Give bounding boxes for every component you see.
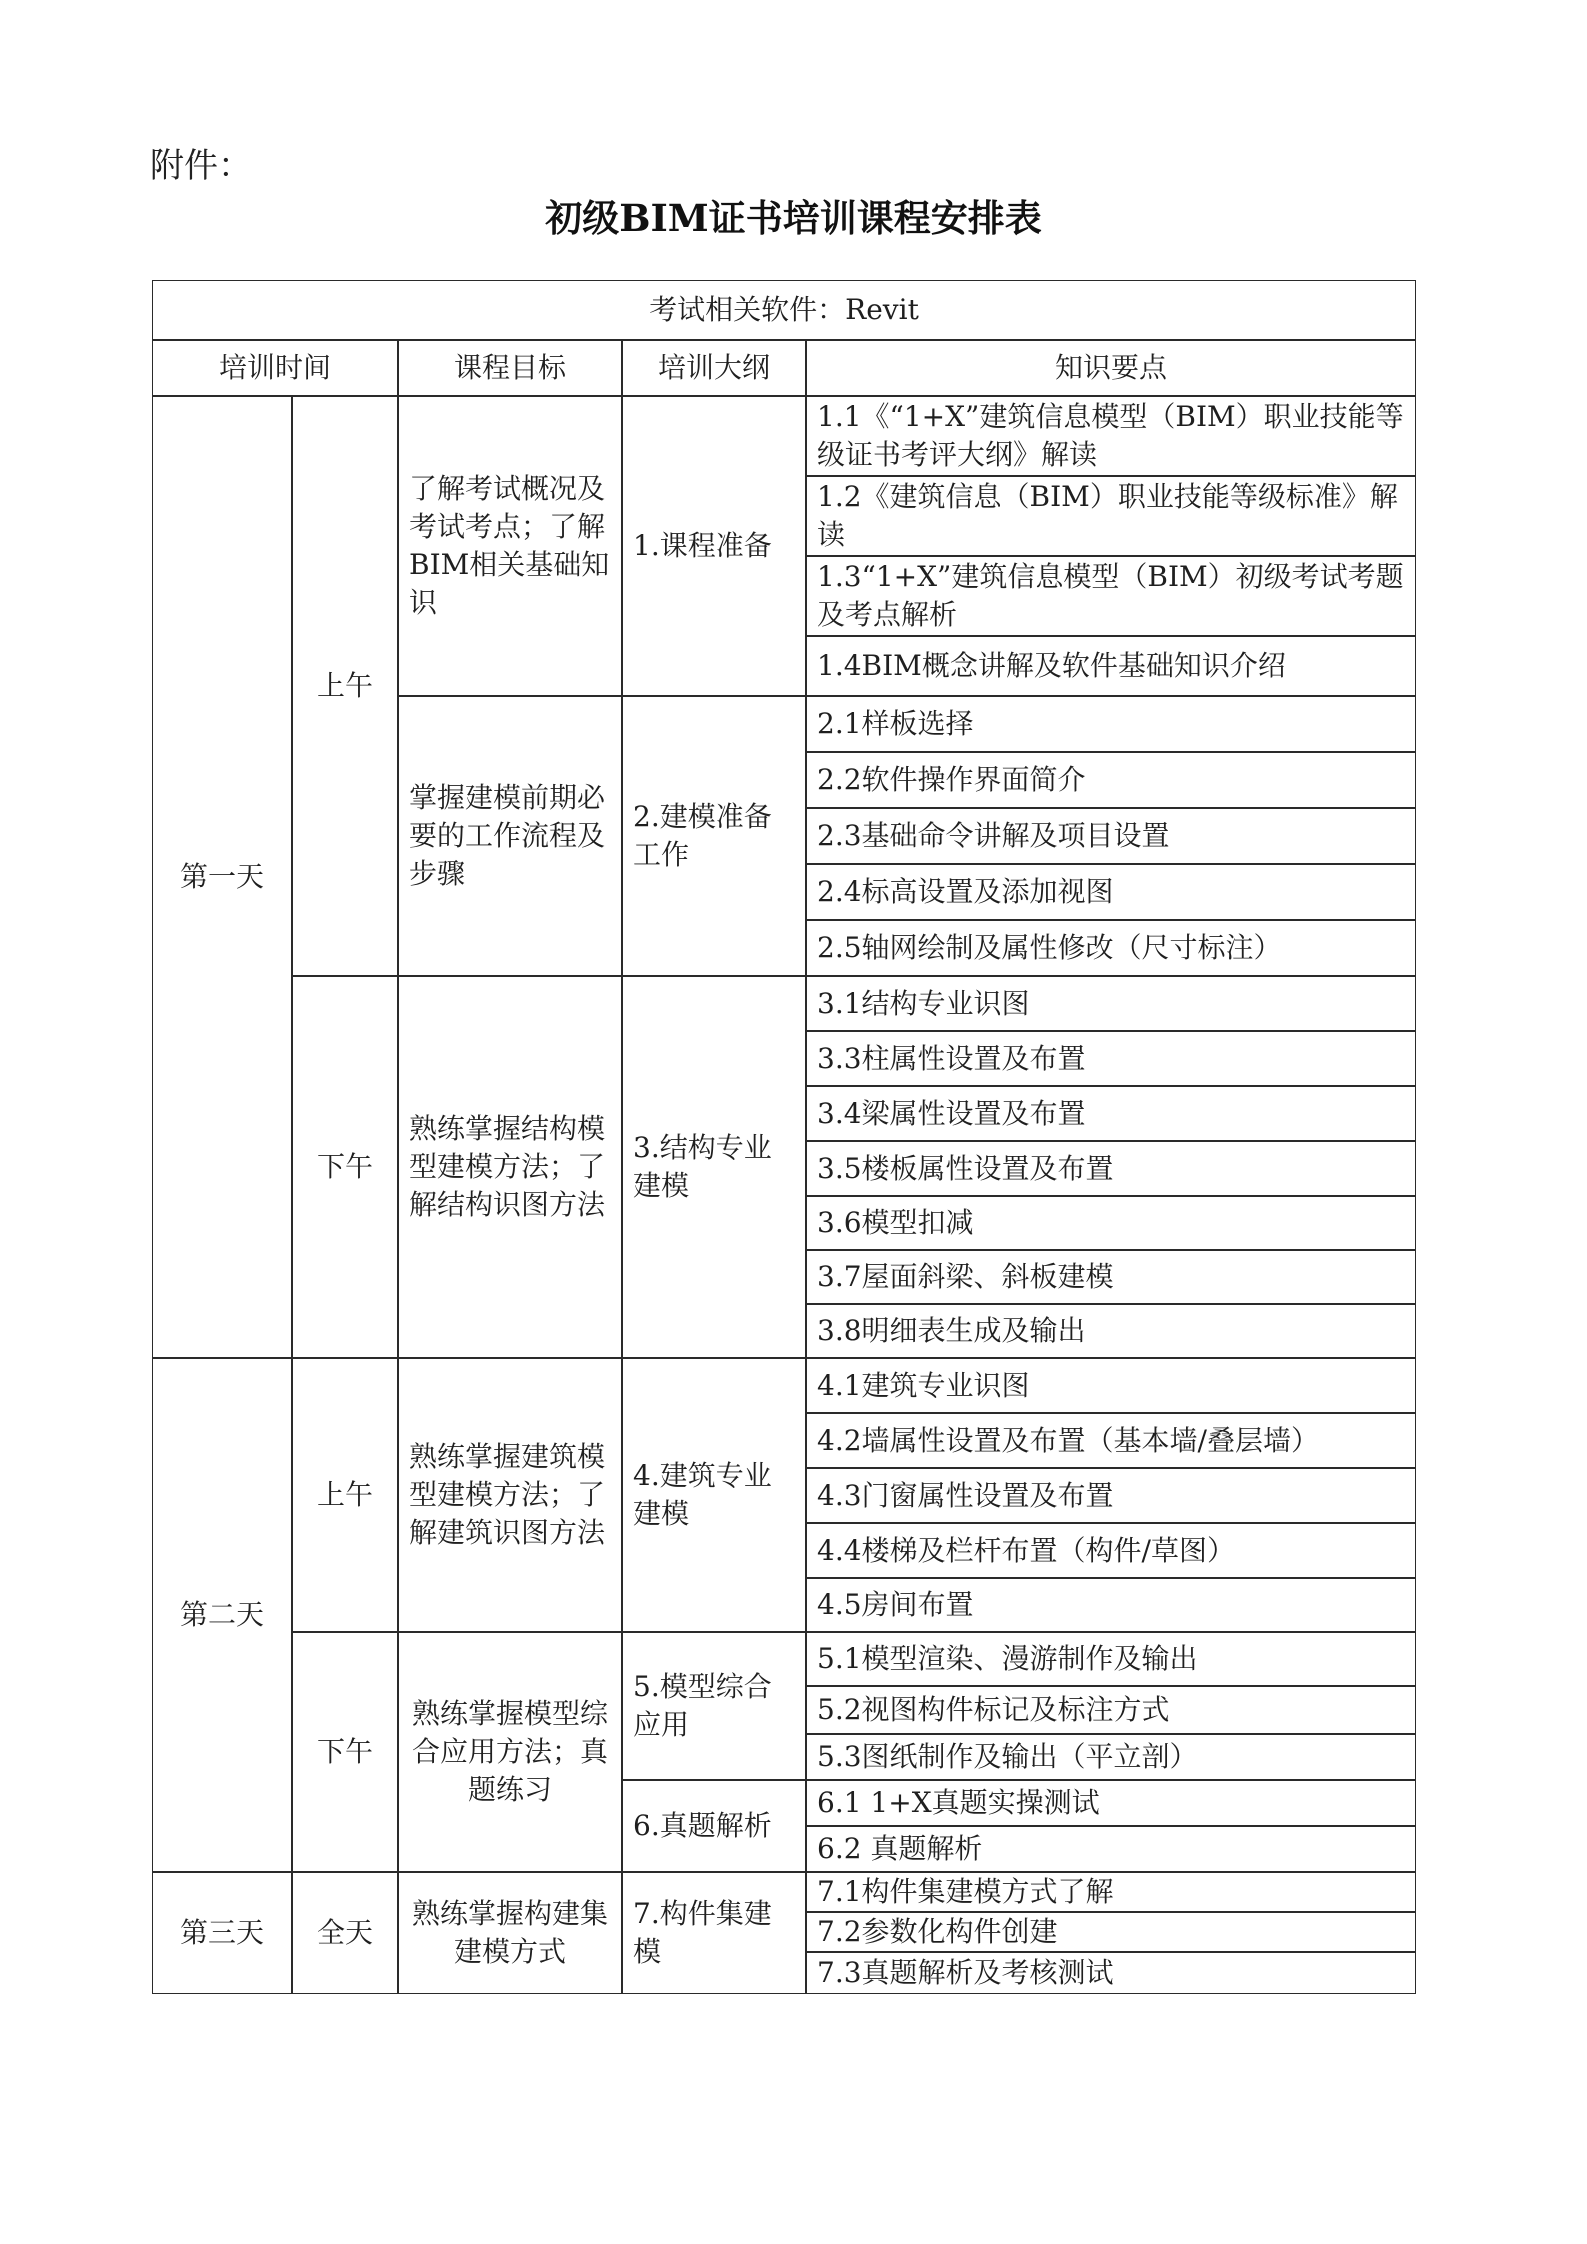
point-cell: 1.1《“1+X”建筑信息模型（BIM）职业技能等级证书考评大纲》解读 [806, 396, 1416, 476]
goal-cell: 了解考试概况及考试考点；了解BIM相关基础知识 [398, 396, 622, 696]
outline-cell: 3.结构专业建模 [622, 976, 806, 1358]
goal-cell: 掌握建模前期必要的工作流程及步骤 [398, 696, 622, 976]
period-cell: 下午 [292, 976, 398, 1358]
header-points: 知识要点 [806, 340, 1416, 396]
period-cell: 上午 [292, 396, 398, 976]
point-cell: 3.3柱属性设置及布置 [806, 1031, 1416, 1086]
outline-cell: 7.构件集建模 [622, 1872, 806, 1994]
outline-cell: 6.真题解析 [622, 1780, 806, 1872]
goal-cell: 熟练掌握模型综合应用方法；真题练习 [398, 1632, 622, 1872]
goal-cell: 熟练掌握构建集建模方式 [398, 1872, 622, 1994]
header-goal: 课程目标 [398, 340, 622, 396]
software-row: 考试相关软件：Revit [152, 280, 1416, 340]
day-cell: 第三天 [152, 1872, 292, 1994]
period-cell: 全天 [292, 1872, 398, 1994]
outline-cell: 1.课程准备 [622, 396, 806, 696]
header-time: 培训时间 [152, 340, 398, 396]
point-cell: 2.5轴网绘制及属性修改（尺寸标注） [806, 920, 1416, 976]
day-cell: 第二天 [152, 1358, 292, 1872]
point-cell: 7.1构件集建模方式了解 [806, 1872, 1416, 1912]
point-cell: 3.7屋面斜梁、斜板建模 [806, 1250, 1416, 1304]
point-cell: 1.3“1+X”建筑信息模型（BIM）初级考试考题及考点解析 [806, 556, 1416, 636]
point-cell: 2.3基础命令讲解及项目设置 [806, 808, 1416, 864]
point-cell: 4.5房间布置 [806, 1578, 1416, 1632]
point-cell: 1.4BIM概念讲解及软件基础知识介绍 [806, 636, 1416, 696]
day-cell: 第一天 [152, 396, 292, 1358]
point-cell: 4.2墙属性设置及布置（基本墙/叠层墙） [806, 1413, 1416, 1468]
point-cell: 3.5楼板属性设置及布置 [806, 1141, 1416, 1196]
period-cell: 上午 [292, 1358, 398, 1632]
point-cell: 7.2参数化构件创建 [806, 1912, 1416, 1952]
point-cell: 5.3图纸制作及输出（平立剖） [806, 1734, 1416, 1780]
point-cell: 2.2软件操作界面简介 [806, 752, 1416, 808]
point-cell: 3.1结构专业识图 [806, 976, 1416, 1031]
point-cell: 6.2 真题解析 [806, 1826, 1416, 1872]
outline-cell: 4.建筑专业建模 [622, 1358, 806, 1632]
point-cell: 7.3真题解析及考核测试 [806, 1952, 1416, 1994]
outline-cell: 5.模型综合应用 [622, 1632, 806, 1780]
point-cell: 3.4梁属性设置及布置 [806, 1086, 1416, 1141]
point-cell: 6.1 1+X真题实操测试 [806, 1780, 1416, 1826]
document-title: 初级BIM证书培训课程安排表 [545, 196, 1042, 240]
point-cell: 5.2视图构件标记及标注方式 [806, 1686, 1416, 1734]
outline-cell: 2.建模准备工作 [622, 696, 806, 976]
attachment-label: 附件： [150, 146, 252, 186]
point-cell: 4.1建筑专业识图 [806, 1358, 1416, 1413]
point-cell: 1.2《建筑信息（BIM）职业技能等级标准》解读 [806, 476, 1416, 556]
point-cell: 2.1样板选择 [806, 696, 1416, 752]
point-cell: 4.3门窗属性设置及布置 [806, 1468, 1416, 1523]
header-outline: 培训大纲 [622, 340, 806, 396]
goal-cell: 熟练掌握建筑模型建模方法；了解建筑识图方法 [398, 1358, 622, 1632]
course-schedule-table [152, 280, 1416, 1989]
goal-cell: 熟练掌握结构模型建模方法；了解结构识图方法 [398, 976, 622, 1358]
point-cell: 5.1模型渲染、漫游制作及输出 [806, 1632, 1416, 1686]
point-cell: 4.4楼梯及栏杆布置（构件/草图） [806, 1523, 1416, 1578]
period-cell: 下午 [292, 1632, 398, 1872]
point-cell: 2.4标高设置及添加视图 [806, 864, 1416, 920]
point-cell: 3.8明细表生成及输出 [806, 1304, 1416, 1358]
point-cell: 3.6模型扣减 [806, 1196, 1416, 1250]
